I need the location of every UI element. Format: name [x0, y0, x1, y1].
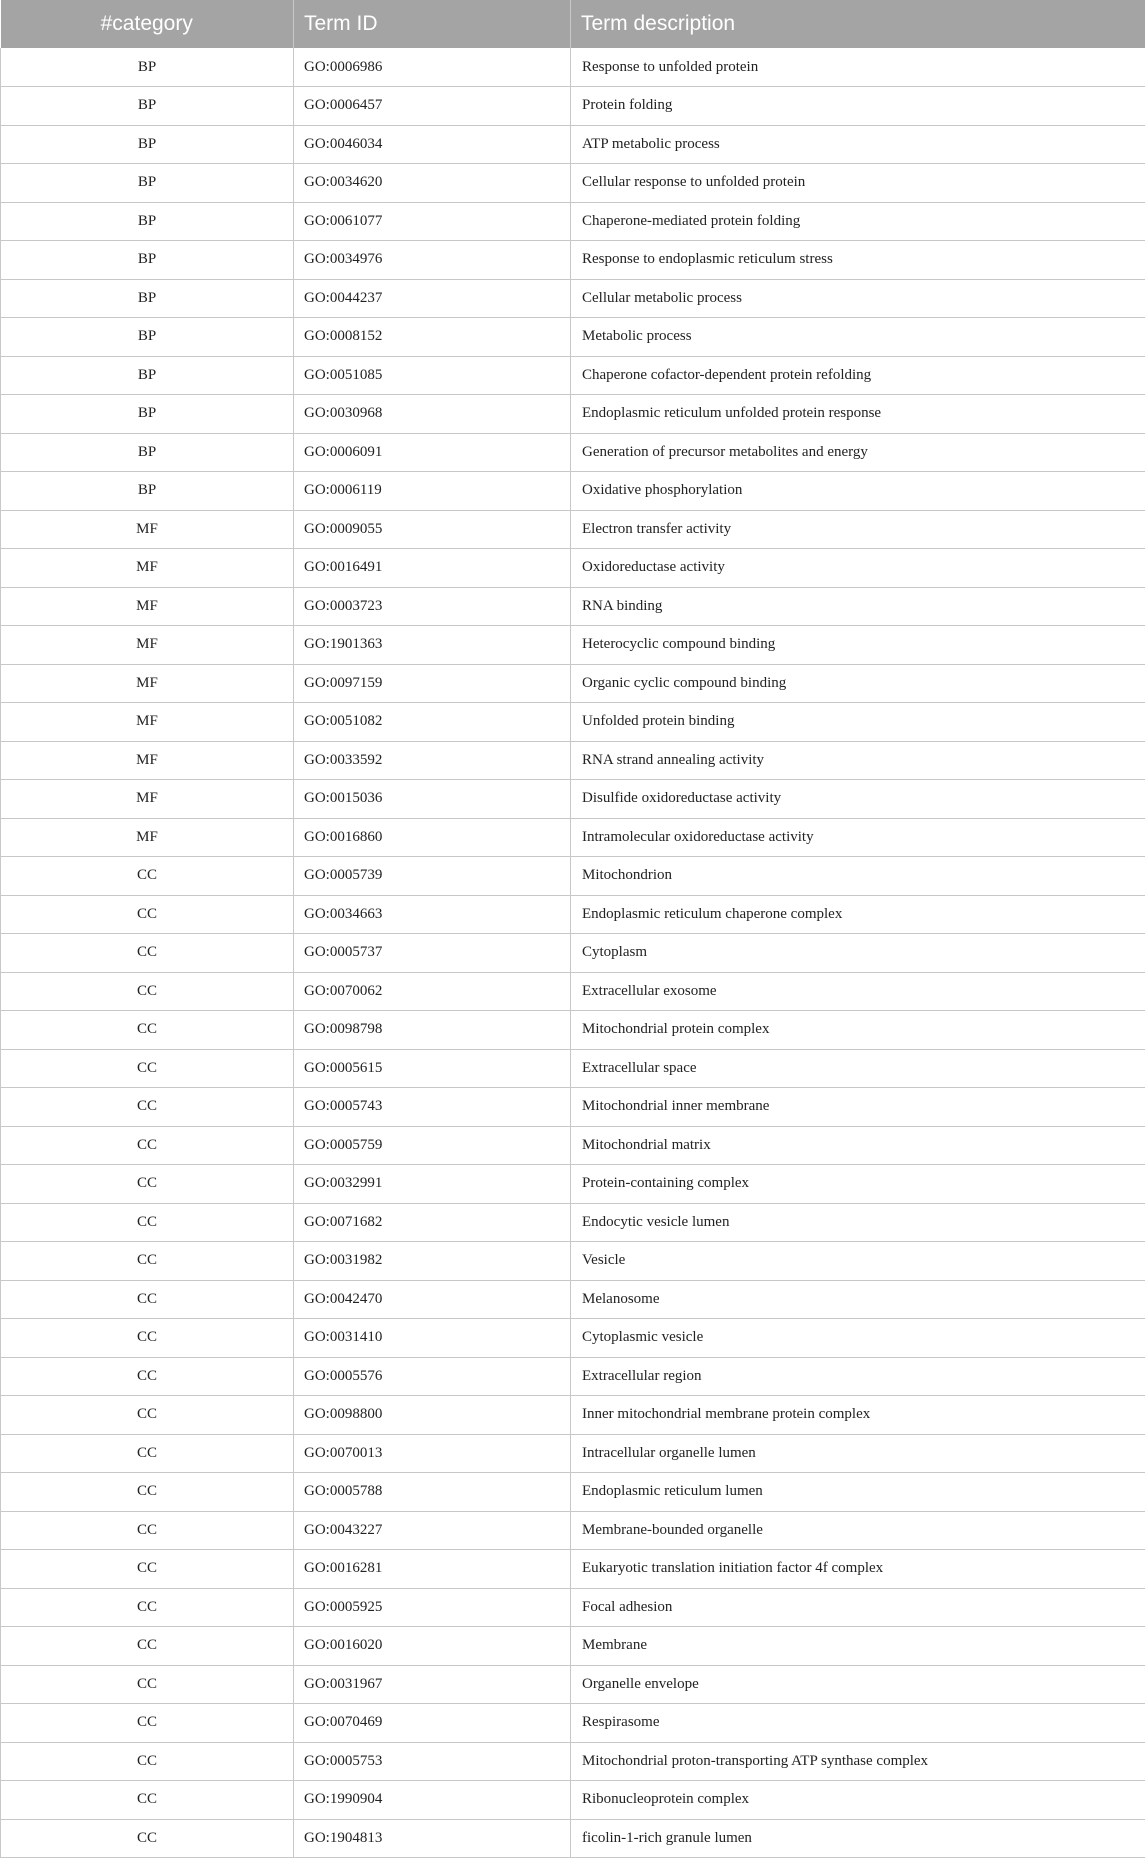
term-id-cell: GO:0009055	[294, 510, 571, 549]
term-description-cell: Extracellular space	[571, 1049, 1145, 1088]
table-row	[1, 1781, 1145, 1820]
term-id-cell: GO:0016491	[294, 549, 571, 588]
term-id-cell: GO:1990904	[294, 1781, 571, 1820]
term-id-cell: GO:0044237	[294, 279, 571, 318]
table-row	[1, 395, 1145, 434]
category-cell: CC	[1, 1819, 294, 1858]
category-cell: CC	[1, 1319, 294, 1358]
header-category: #category	[1, 0, 294, 48]
table-row	[1, 1319, 1145, 1358]
term-description-cell: Cytoplasm	[571, 934, 1145, 973]
category-cell: MF	[1, 818, 294, 857]
table-row	[1, 356, 1145, 395]
table-row	[1, 433, 1145, 472]
table-row	[1, 1049, 1145, 1088]
term-id-cell: GO:0071682	[294, 1203, 571, 1242]
term-description-cell: ficolin-1-rich granule lumen	[571, 1819, 1145, 1858]
header-row	[1, 0, 1145, 48]
category-cell: BP	[1, 318, 294, 357]
term-id-cell: GO:0005615	[294, 1049, 571, 1088]
term-description-cell: Organelle envelope	[571, 1665, 1145, 1704]
term-description-cell: Intramolecular oxidoreductase activity	[571, 818, 1145, 857]
table-row	[1, 549, 1145, 588]
term-id-cell: GO:0051082	[294, 703, 571, 742]
term-description-cell: Intracellular organelle lumen	[571, 1434, 1145, 1473]
term-description-cell: Ribonucleoprotein complex	[571, 1781, 1145, 1820]
term-id-cell: GO:0005737	[294, 934, 571, 973]
term-description-cell: RNA binding	[571, 587, 1145, 626]
table-row	[1, 1126, 1145, 1165]
category-cell: BP	[1, 356, 294, 395]
category-cell: CC	[1, 1357, 294, 1396]
term-id-cell: GO:0005576	[294, 1357, 571, 1396]
term-id-cell: GO:0015036	[294, 780, 571, 819]
table-row	[1, 1704, 1145, 1743]
term-id-cell: GO:0006091	[294, 433, 571, 472]
table-row	[1, 87, 1145, 126]
term-id-cell: GO:0031410	[294, 1319, 571, 1358]
term-id-cell: GO:0030968	[294, 395, 571, 434]
term-description-cell: Mitochondrial protein complex	[571, 1011, 1145, 1050]
term-id-cell: GO:0034663	[294, 895, 571, 934]
table-row	[1, 1357, 1145, 1396]
category-cell: CC	[1, 1704, 294, 1743]
table-row	[1, 472, 1145, 511]
table-row	[1, 1088, 1145, 1127]
category-cell: MF	[1, 741, 294, 780]
term-id-cell: GO:0003723	[294, 587, 571, 626]
table-row	[1, 1819, 1145, 1858]
term-id-cell: GO:0031982	[294, 1242, 571, 1281]
term-id-cell: GO:0061077	[294, 202, 571, 241]
category-cell: CC	[1, 1588, 294, 1627]
category-cell: CC	[1, 972, 294, 1011]
term-description-cell: Organic cyclic compound binding	[571, 664, 1145, 703]
term-id-cell: GO:0005759	[294, 1126, 571, 1165]
term-id-cell: GO:0006119	[294, 472, 571, 511]
category-cell: BP	[1, 48, 294, 87]
table-row	[1, 1011, 1145, 1050]
term-description-cell: Disulfide oxidoreductase activity	[571, 780, 1145, 819]
category-cell: BP	[1, 472, 294, 511]
table-row	[1, 1165, 1145, 1204]
table-row	[1, 318, 1145, 357]
term-description-cell: Metabolic process	[571, 318, 1145, 357]
term-description-cell: Cytoplasmic vesicle	[571, 1319, 1145, 1358]
table-row	[1, 1627, 1145, 1666]
term-id-cell: GO:0016020	[294, 1627, 571, 1666]
term-id-cell: GO:0098798	[294, 1011, 571, 1050]
category-cell: CC	[1, 1242, 294, 1281]
term-description-cell: Chaperone-mediated protein folding	[571, 202, 1145, 241]
category-cell: CC	[1, 1280, 294, 1319]
term-description-cell: Focal adhesion	[571, 1588, 1145, 1627]
category-cell: CC	[1, 934, 294, 973]
category-cell: BP	[1, 395, 294, 434]
term-description-cell: Extracellular region	[571, 1357, 1145, 1396]
term-id-cell: GO:0070062	[294, 972, 571, 1011]
category-cell: CC	[1, 1473, 294, 1512]
table-row	[1, 1588, 1145, 1627]
term-id-cell: GO:0033592	[294, 741, 571, 780]
category-cell: CC	[1, 1511, 294, 1550]
category-cell: MF	[1, 664, 294, 703]
table-row	[1, 279, 1145, 318]
table-row	[1, 1665, 1145, 1704]
term-id-cell: GO:0031967	[294, 1665, 571, 1704]
category-cell: CC	[1, 1049, 294, 1088]
table-body	[1, 48, 1145, 1858]
table-row	[1, 48, 1145, 87]
header-term-description: Term description	[571, 0, 1145, 48]
term-description-cell: Mitochondrion	[571, 857, 1145, 896]
table-row	[1, 1511, 1145, 1550]
term-description-cell: ATP metabolic process	[571, 125, 1145, 164]
table-row	[1, 587, 1145, 626]
category-cell: BP	[1, 87, 294, 126]
term-description-cell: Response to endoplasmic reticulum stress	[571, 241, 1145, 280]
table-row	[1, 1203, 1145, 1242]
category-cell: CC	[1, 1126, 294, 1165]
term-description-cell: Endoplasmic reticulum lumen	[571, 1473, 1145, 1512]
category-cell: CC	[1, 1781, 294, 1820]
term-description-cell: Heterocyclic compound binding	[571, 626, 1145, 665]
header-term-id: Term ID	[294, 0, 571, 48]
term-description-cell: Protein folding	[571, 87, 1145, 126]
term-id-cell: GO:0097159	[294, 664, 571, 703]
table-row	[1, 703, 1145, 742]
term-id-cell: GO:0005788	[294, 1473, 571, 1512]
term-description-cell: Oxidoreductase activity	[571, 549, 1145, 588]
table-header	[1, 0, 1145, 48]
term-id-cell: GO:0042470	[294, 1280, 571, 1319]
term-description-cell: Cellular response to unfolded protein	[571, 164, 1145, 203]
term-id-cell: GO:0070013	[294, 1434, 571, 1473]
term-id-cell: GO:0006986	[294, 48, 571, 87]
term-id-cell: GO:0032991	[294, 1165, 571, 1204]
table-row	[1, 125, 1145, 164]
term-id-cell: GO:0006457	[294, 87, 571, 126]
term-id-cell: GO:0070469	[294, 1704, 571, 1743]
term-description-cell: Endoplasmic reticulum unfolded protein response	[571, 395, 1145, 434]
category-cell: CC	[1, 1088, 294, 1127]
term-description-cell: Cellular metabolic process	[571, 279, 1145, 318]
category-cell: CC	[1, 1742, 294, 1781]
category-cell: MF	[1, 626, 294, 665]
category-cell: MF	[1, 549, 294, 588]
table-row	[1, 895, 1145, 934]
term-id-cell: GO:0005743	[294, 1088, 571, 1127]
category-cell: BP	[1, 279, 294, 318]
table-row	[1, 1280, 1145, 1319]
table-row	[1, 1396, 1145, 1435]
term-id-cell: GO:0034620	[294, 164, 571, 203]
term-id-cell: GO:1901363	[294, 626, 571, 665]
term-id-cell: GO:0005925	[294, 1588, 571, 1627]
category-cell: CC	[1, 857, 294, 896]
term-description-cell: Eukaryotic translation initiation factor 4f complex	[571, 1550, 1145, 1589]
term-id-cell: GO:0016860	[294, 818, 571, 857]
term-description-cell: Vesicle	[571, 1242, 1145, 1281]
term-id-cell: GO:0016281	[294, 1550, 571, 1589]
term-description-cell: Generation of precursor metabolites and energy	[571, 433, 1145, 472]
category-cell: CC	[1, 1665, 294, 1704]
term-id-cell: GO:0034976	[294, 241, 571, 280]
table-row	[1, 664, 1145, 703]
term-description-cell: RNA strand annealing activity	[571, 741, 1145, 780]
category-cell: CC	[1, 1011, 294, 1050]
category-cell: BP	[1, 125, 294, 164]
category-cell: BP	[1, 241, 294, 280]
term-description-cell: Respirasome	[571, 1704, 1145, 1743]
term-id-cell: GO:0008152	[294, 318, 571, 357]
term-description-cell: Mitochondrial matrix	[571, 1126, 1145, 1165]
term-id-cell: GO:0005753	[294, 1742, 571, 1781]
term-description-cell: Melanosome	[571, 1280, 1145, 1319]
term-description-cell: Protein-containing complex	[571, 1165, 1145, 1204]
term-description-cell: Electron transfer activity	[571, 510, 1145, 549]
table-row	[1, 857, 1145, 896]
term-description-cell: Chaperone cofactor-dependent protein refolding	[571, 356, 1145, 395]
category-cell: MF	[1, 703, 294, 742]
term-description-cell: Extracellular exosome	[571, 972, 1145, 1011]
category-cell: CC	[1, 1434, 294, 1473]
table-row	[1, 626, 1145, 665]
term-description-cell: Unfolded protein binding	[571, 703, 1145, 742]
category-cell: CC	[1, 1165, 294, 1204]
table-row	[1, 972, 1145, 1011]
category-cell: BP	[1, 433, 294, 472]
category-cell: BP	[1, 164, 294, 203]
category-cell: CC	[1, 895, 294, 934]
term-description-cell: Oxidative phosphorylation	[571, 472, 1145, 511]
term-id-cell: GO:1904813	[294, 1819, 571, 1858]
table-row	[1, 241, 1145, 280]
table-row	[1, 780, 1145, 819]
table-row	[1, 1550, 1145, 1589]
term-id-cell: GO:0043227	[294, 1511, 571, 1550]
category-cell: CC	[1, 1550, 294, 1589]
term-id-cell: GO:0051085	[294, 356, 571, 395]
table-row	[1, 1742, 1145, 1781]
term-description-cell: Response to unfolded protein	[571, 48, 1145, 87]
term-description-cell: Mitochondrial inner membrane	[571, 1088, 1145, 1127]
term-description-cell: Membrane	[571, 1627, 1145, 1666]
term-id-cell: GO:0005739	[294, 857, 571, 896]
category-cell: BP	[1, 202, 294, 241]
category-cell: CC	[1, 1203, 294, 1242]
table-row	[1, 741, 1145, 780]
category-cell: CC	[1, 1627, 294, 1666]
table-row	[1, 164, 1145, 203]
table-row	[1, 202, 1145, 241]
category-cell: MF	[1, 780, 294, 819]
table-row	[1, 1473, 1145, 1512]
table-row	[1, 510, 1145, 549]
table-row	[1, 934, 1145, 973]
category-cell: CC	[1, 1396, 294, 1435]
table-row	[1, 1434, 1145, 1473]
term-id-cell: GO:0046034	[294, 125, 571, 164]
table-row	[1, 818, 1145, 857]
term-description-cell: Endoplasmic reticulum chaperone complex	[571, 895, 1145, 934]
term-description-cell: Endocytic vesicle lumen	[571, 1203, 1145, 1242]
table-row	[1, 1242, 1145, 1281]
term-id-cell: GO:0098800	[294, 1396, 571, 1435]
term-description-cell: Inner mitochondrial membrane protein complex	[571, 1396, 1145, 1435]
term-description-cell: Mitochondrial proton-transporting ATP synthase complex	[571, 1742, 1145, 1781]
term-description-cell: Membrane-bounded organelle	[571, 1511, 1145, 1550]
category-cell: MF	[1, 510, 294, 549]
category-cell: MF	[1, 587, 294, 626]
